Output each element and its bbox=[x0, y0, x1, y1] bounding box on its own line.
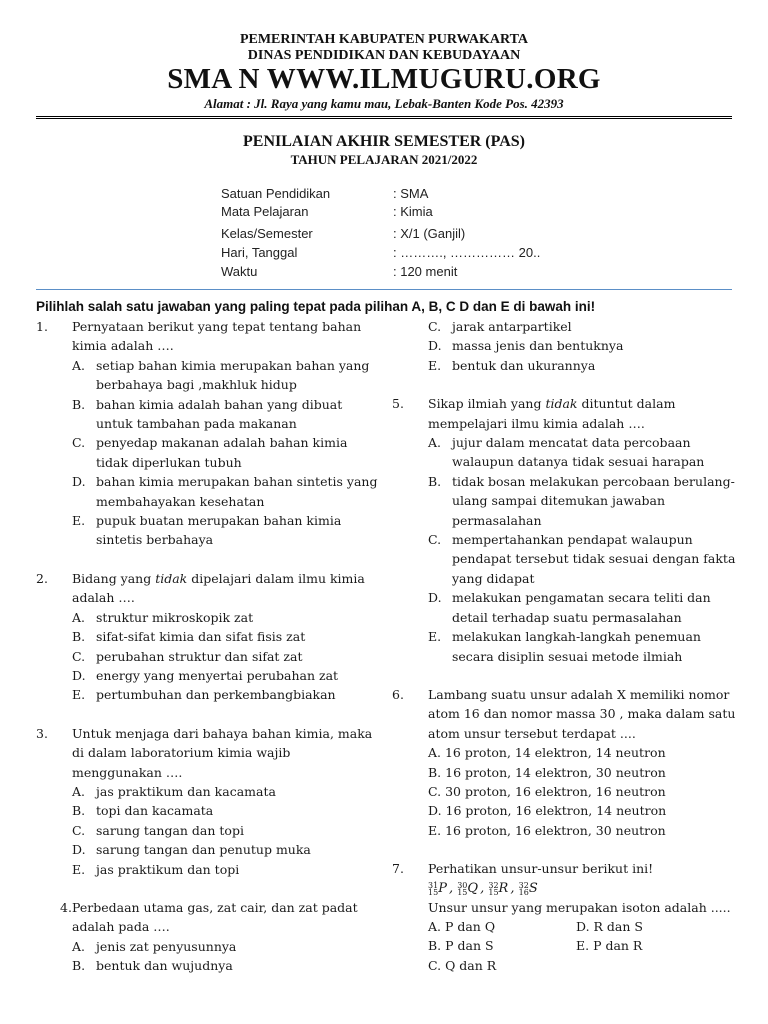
option-letter: C. bbox=[428, 319, 442, 334]
option-text: jenis zat penyusunnya bbox=[96, 938, 237, 954]
info-value: : ………., …………… 20.. bbox=[393, 245, 541, 260]
header-divider bbox=[36, 116, 732, 117]
questions-left-column bbox=[36, 317, 382, 976]
option-letter: E. bbox=[428, 357, 442, 373]
option-letter: E. bbox=[72, 513, 86, 529]
option-letter: D. bbox=[428, 590, 442, 606]
option-letter: A. bbox=[72, 609, 86, 625]
option-text: melakukan pengamatan secara teliti dan detail terhadap suatu permasalahan bbox=[452, 590, 711, 625]
option-b[interactable] bbox=[36, 801, 382, 820]
option-c[interactable]: C. Q dan R bbox=[428, 957, 497, 973]
header-department: DINAS PENDIDIKAN DAN KEBUDAYAAN bbox=[247, 48, 521, 63]
info-value: : X/1 (Ganjil) bbox=[393, 226, 466, 241]
option-text: jujur dalam mencatat data percobaan walaupun datanya tidak sesuai harapan bbox=[452, 435, 705, 470]
option-letter: C. bbox=[72, 435, 86, 451]
info-key: Satuan Pendidikan bbox=[221, 186, 331, 201]
option-text: jas praktikum dan kacamata bbox=[96, 783, 276, 799]
question-stem: Bidang yang tidak dipelajari dalam ilmu kimia adalah …. bbox=[72, 570, 365, 606]
option-b[interactable]: B. P dan S bbox=[428, 938, 494, 954]
option-text: pertumbuhan dan perkembangbiakan bbox=[96, 687, 336, 703]
question-number: 3. bbox=[36, 725, 48, 741]
option-e[interactable] bbox=[36, 685, 382, 704]
option-a[interactable] bbox=[36, 782, 382, 801]
option-text: sarung tangan dan topi bbox=[96, 822, 244, 838]
header-school-name: SMA N WWW.ILMUGURU.ORG bbox=[167, 63, 601, 95]
question-5 bbox=[392, 394, 738, 666]
option-letter: A. bbox=[72, 938, 86, 954]
option-a[interactable] bbox=[36, 608, 382, 627]
option-letter: B. bbox=[72, 803, 86, 819]
question-stem: Lambang suatu unsur adalah X memiliki nomor atom 16 dan nomor massa 30 , maka dalam satu atom unsur tersebut terdapat .... bbox=[428, 686, 736, 741]
question-stem: Sikap ilmiah yang tidak dituntut dalam mempelajari ilmu kimia adalah …. bbox=[428, 396, 676, 431]
option-c[interactable] bbox=[392, 317, 738, 336]
option-e[interactable]: E. P dan R bbox=[576, 938, 643, 954]
option-d[interactable]: D. 16 proton, 16 elektron, 14 neutron bbox=[428, 803, 667, 819]
question-number: 2. bbox=[36, 570, 48, 586]
question-7 bbox=[392, 859, 738, 975]
option-a[interactable] bbox=[392, 433, 738, 472]
option-letter: E. bbox=[72, 687, 86, 703]
question-stem: Pernyataan berikut yang tepat tentang bahan kimia adalah …. bbox=[72, 319, 362, 354]
option-text: sifat-sifat kimia dan sifat fisis zat bbox=[96, 629, 306, 645]
options-row-3 bbox=[428, 956, 738, 975]
option-text: tidak bosan melakukan percobaan berulang-ulang sampai ditemukan jawaban permasalahan bbox=[452, 473, 735, 528]
option-b[interactable] bbox=[36, 627, 382, 646]
option-text: struktur mikroskopik zat bbox=[96, 609, 254, 625]
option-text: penyedap makanan adalah bahan kimia tidak diperlukan tubuh bbox=[96, 435, 348, 470]
option-letter: E. bbox=[72, 861, 86, 877]
option-text: sarung tangan dan penutup muka bbox=[96, 842, 311, 858]
option-text: topi dan kacamata bbox=[96, 803, 214, 819]
info-divider bbox=[36, 289, 732, 290]
question-6 bbox=[392, 685, 738, 840]
isotope-q: 30 15Q bbox=[457, 880, 479, 897]
question-3 bbox=[36, 724, 382, 879]
option-d[interactable]: D. R dan S bbox=[576, 918, 643, 934]
info-key: Waktu bbox=[221, 264, 258, 279]
question-substem: Unsur unsur yang merupakan isoton adalah ..... bbox=[428, 899, 731, 915]
option-letter: B. bbox=[72, 629, 86, 645]
option-letter: C. bbox=[428, 532, 442, 548]
isotope-p: 31 15P bbox=[428, 880, 447, 897]
option-text: jas praktikum dan topi bbox=[96, 861, 240, 877]
question-stem: Perbedaan utama gas, zat cair, dan zat padat adalah pada …. bbox=[72, 899, 358, 935]
option-b[interactable] bbox=[36, 395, 382, 434]
isotope-r: 32 15R bbox=[488, 880, 509, 897]
option-text: melakukan langkah-langkah penemuan secara disiplin sesuai metode ilmiah bbox=[452, 629, 701, 664]
exam-title: PENILAIAN AKHIR SEMESTER (PAS) bbox=[243, 133, 525, 150]
info-value: : Kimia bbox=[393, 204, 433, 219]
questions-right-column bbox=[392, 317, 738, 975]
question-number: 4. bbox=[60, 899, 72, 915]
option-letter: D. bbox=[428, 338, 442, 354]
info-key: Hari, Tanggal bbox=[221, 245, 298, 260]
option-letter: B. bbox=[72, 958, 86, 974]
option-text: perubahan struktur dan sifat zat bbox=[96, 648, 303, 664]
option-d[interactable] bbox=[36, 840, 382, 859]
option-letter: E. bbox=[428, 629, 442, 645]
question-number: 5. bbox=[392, 396, 404, 412]
option-c[interactable] bbox=[36, 647, 382, 666]
option-c[interactable] bbox=[36, 821, 382, 840]
question-4-continued bbox=[392, 317, 738, 375]
header-government: PEMERINTAH KABUPATEN PURWAKARTA bbox=[239, 32, 529, 47]
option-e[interactable] bbox=[36, 511, 382, 550]
option-text: energy yang menyertai perubahan zat bbox=[96, 667, 339, 683]
option-e[interactable] bbox=[36, 860, 382, 879]
option-text: bentuk dan wujudnya bbox=[96, 958, 233, 974]
info-key: Mata Pelajaran bbox=[221, 204, 309, 219]
header-divider-thin bbox=[36, 118, 732, 119]
option-text: pupuk buatan merupakan bahan kimia sintetis berbahaya bbox=[96, 513, 342, 548]
question-4 bbox=[36, 898, 382, 976]
option-c[interactable]: C. 30 proton, 16 elektron, 16 neutron bbox=[428, 783, 666, 799]
option-letter: D. bbox=[72, 667, 86, 683]
option-text: jarak antarpartikel bbox=[452, 319, 572, 334]
exam-year: TAHUN PELAJARAN 2021/2022 bbox=[290, 152, 478, 167]
option-c[interactable] bbox=[392, 530, 738, 588]
option-c[interactable] bbox=[36, 433, 382, 472]
option-a[interactable] bbox=[36, 937, 382, 956]
option-text: setiap bahan kimia merupakan bahan yang berbahaya bagi ,makhluk hidup bbox=[96, 357, 370, 393]
option-letter: C. bbox=[72, 648, 86, 664]
option-e[interactable] bbox=[392, 627, 738, 666]
info-value: : SMA bbox=[393, 186, 429, 201]
question-number: 6. bbox=[392, 686, 404, 702]
option-letter: C. bbox=[72, 822, 86, 838]
option-text: bentuk dan ukurannya bbox=[452, 357, 596, 373]
info-value: : 120 menit bbox=[393, 264, 458, 279]
option-text: mempertahankan pendapat walaupun pendapat tersebut tidak sesuai dengan fakta yang didapat bbox=[452, 532, 736, 586]
question-number: 7. bbox=[392, 861, 404, 877]
question-1 bbox=[36, 317, 382, 550]
option-letter: A. bbox=[428, 435, 442, 451]
question-stem: Perhatikan unsur-unsur berikut ini! bbox=[428, 861, 654, 877]
option-letter: A. bbox=[72, 783, 86, 799]
option-text: massa jenis dan bentuknya bbox=[452, 338, 624, 354]
option-d[interactable] bbox=[392, 588, 738, 627]
option-text: bahan kimia adalah bahan yang dibuat untuk tambahan pada makanan bbox=[96, 396, 343, 432]
question-stem: Untuk menjaga dari bahaya bahan kimia, maka di dalam laboratorium kimia wajib menggunakan …. bbox=[72, 725, 373, 780]
options-row-1 bbox=[428, 917, 738, 936]
option-letter: B. bbox=[428, 473, 442, 489]
option-text: bahan kimia merupakan bahan sintetis yang membahayakan kesehatan bbox=[96, 474, 378, 509]
isotope-s: 32 16S bbox=[518, 880, 538, 897]
question-2 bbox=[36, 569, 382, 705]
element-symbols: 31 15P , 30 15Q , 32 15R , 32 16S bbox=[428, 880, 538, 897]
option-b[interactable] bbox=[392, 472, 738, 530]
option-a[interactable]: A. 16 proton, 14 elektron, 14 neutron bbox=[428, 745, 666, 761]
options-row-2 bbox=[428, 936, 738, 955]
option-letter: B. bbox=[72, 396, 86, 412]
instruction: Pilihlah salah satu jawaban yang paling tepat pada pilihan A, B, C D dan E di bawah ini! bbox=[36, 299, 596, 314]
option-a[interactable]: A. P dan Q bbox=[428, 918, 496, 934]
option-letter: A. bbox=[72, 357, 86, 373]
option-e[interactable]: E. 16 proton, 16 elektron, 30 neutron bbox=[428, 822, 666, 838]
option-b[interactable] bbox=[36, 956, 382, 975]
option-a[interactable] bbox=[36, 356, 382, 395]
info-key: Kelas/Semester bbox=[221, 226, 313, 241]
option-d[interactable] bbox=[36, 472, 382, 511]
question-number: 1. bbox=[36, 319, 48, 334]
option-d[interactable] bbox=[36, 666, 382, 685]
header-address: Alamat : Jl. Raya yang kamu mau, Lebak-Banten Kode Pos. 42393 bbox=[204, 96, 564, 111]
option-d[interactable] bbox=[392, 336, 738, 355]
option-letter: D. bbox=[72, 474, 86, 490]
option-e[interactable] bbox=[392, 356, 738, 375]
option-b[interactable]: B. 16 proton, 14 elektron, 30 neutron bbox=[428, 764, 666, 780]
option-letter: D. bbox=[72, 842, 86, 858]
